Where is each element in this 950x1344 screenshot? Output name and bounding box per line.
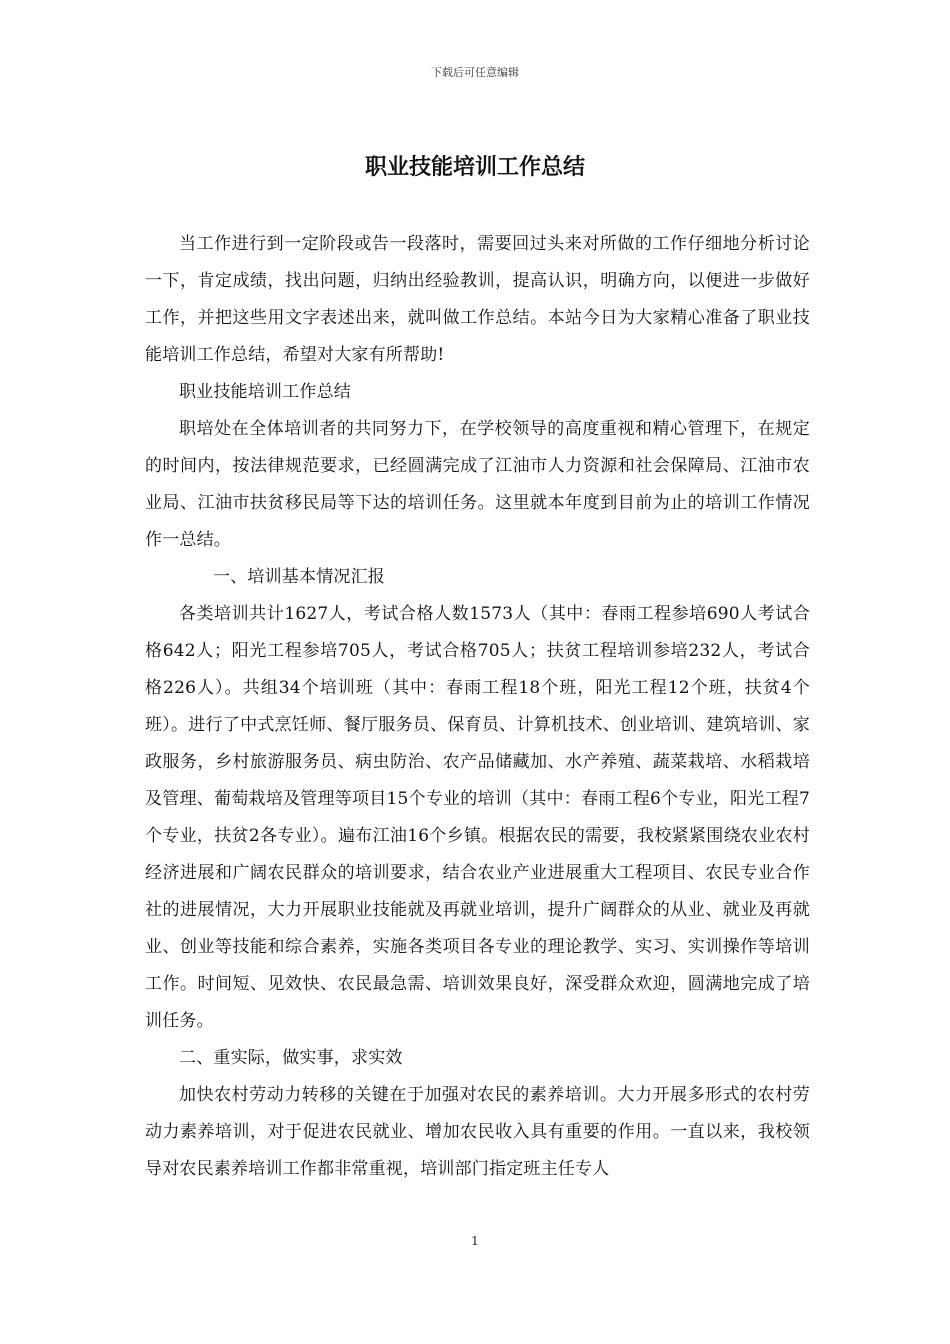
document-body <box>145 226 810 1188</box>
overview-paragraph: 职培处在全体培训者的共同努力下，在学校领导的高度重视和精心管理下，在规定的时间内，按法律规范要求，已经圆满完成了江油市人力资源和社会保障局、江油市农业局、江油市扶贫移民局等下达的培训任务。这里就本年度到目前为止的培训工作情况作一总结。 <box>145 419 810 550</box>
section-heading-summary: 职业技能培训工作总结 <box>179 382 351 402</box>
intro-paragraph: 当工作进行到一定阶段或告一段落时，需要回过头来对所做的工作仔细地分析讨论一下，肯定成绩，找出问题，归纳出经验教训，提高认识，明确方向，以便进一步做好工作，并把这些用文字表述出来，就叫做工作总结。本站今日为大家精心准备了职业技能培训工作总结，希望对大家有所帮助! <box>145 234 810 365</box>
quality-training-paragraph: 加快农村劳动力转移的关键在于加强对农民的素养培训。大力开展多形式的农村劳动力素养培训，对于促进农民就业、增加农民收入具有重要的作用。一直以来，我校领导对农民素养培训工作都非常重视，培训部门指定班主任专人 <box>145 1085 810 1179</box>
section-heading-practical: 二、重实际，做实事，求实效 <box>179 1048 403 1068</box>
training-stats-paragraph: 各类培训共计1627人，考试合格人数1573人（其中：春雨工程参培690人考试合格642人；阳光工程参培705人，考试合格705人；扶贫工程培训参培232人，考试合格226人）。共组34个培训班（其中：春雨工程18个班，阳光工程12个班，扶贫4个班）。进行了中式烹饪师、餐厅服务员、保育员、计算机技术、创业培训、建筑培训、家政服务，乡村旅游服务员、病虫防治、农产品储藏加、水产养殖、蔬菜栽培、水稻栽培及管理、葡萄栽培及管理等项目15个专业的培训（其中：春雨工程6个专业，阳光工程7个专业，扶贫2各专业）。遍布江油16个乡镇。根据农民的需要，我校紧紧围绕农业农村经济进展和广阔农民群众的培训要求，结合农业产业进展重大工程项目、农民专业合作社的进展情况，大力开展职业技能就及再就业培训，提升广阔群众的从业、就业及再就业、创业等技能和综合素养，实施各类项目各专业的理论教学、实习、实训操作等培训工作。时间短、见效快、农民最急需、培训效果良好，深受群众欢迎，圆满地完成了培训任务。 <box>145 604 810 1031</box>
page-header-note: 下载后可任意编辑 <box>431 66 519 79</box>
document-title: 职业技能培训工作总结 <box>364 154 585 180</box>
section-heading-basic-situation: 一、培训基本情况汇报 <box>213 567 385 587</box>
page-number: 1 <box>471 1234 479 1248</box>
